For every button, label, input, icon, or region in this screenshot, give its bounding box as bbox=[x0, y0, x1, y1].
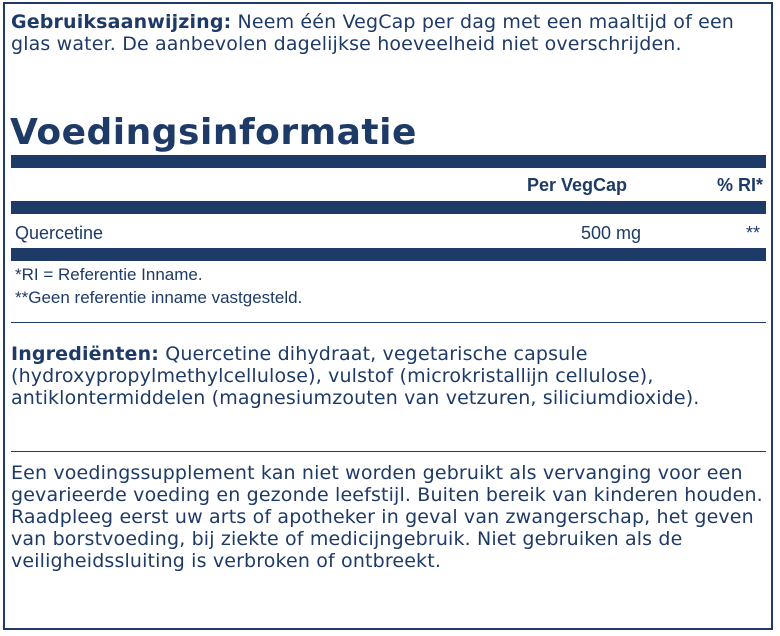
usage-instructions bbox=[11, 11, 761, 55]
divider bbox=[11, 322, 766, 323]
ingredients-section bbox=[11, 343, 766, 409]
footnote-ri: *RI = Referentie Inname. bbox=[15, 265, 203, 284]
table-bottom-rule bbox=[11, 248, 766, 261]
nutrient-ri: ** bbox=[745, 223, 760, 243]
nutrition-title: Voedingsinformatie bbox=[10, 112, 417, 153]
ingredients-text: Quercetine dihydraat, vegetarische capsule (hydroxypropylmethylcellulose), vulstof (microkristallijn cellulose), antiklontermiddelen (magnesiumzouten van vetzuren, siliciumdioxide). bbox=[11, 343, 700, 409]
table-top-rule bbox=[11, 155, 766, 168]
divider bbox=[11, 451, 766, 452]
usage-text: Neem één VegCap per dag met een maaltijd of een glas water. De aanbevolen dagelijkse hoeveelheid niet overschrijden. bbox=[11, 11, 734, 55]
table-header-rule bbox=[11, 201, 766, 214]
ingredients-heading: Ingrediënten: bbox=[11, 343, 160, 365]
column-header-per-serving: Per VegCap bbox=[527, 175, 628, 195]
column-header-ri: % RI* bbox=[716, 175, 763, 195]
warning-text: Een voedingssupplement kan niet worden gebruikt als vervanging voor een gevarieerde voeding en gezonde leefstijl. Buiten bereik van kinderen houden. Raadpleeg eerst uw arts of apotheker in geval van zwangerschap, het geven van borstvoeding, bij ziekte of medicijngebruik. Niet gebruiken als de veiligheidssluiting is verbroken of ontbreekt. bbox=[11, 462, 763, 572]
footnote-no-ri: **Geen referentie inname vastgesteld. bbox=[15, 288, 303, 307]
nutrient-name: Quercetine bbox=[15, 223, 104, 243]
usage-heading: Gebruiksaanwijzing: bbox=[11, 11, 232, 33]
nutrient-amount: 500 mg bbox=[580, 223, 641, 243]
